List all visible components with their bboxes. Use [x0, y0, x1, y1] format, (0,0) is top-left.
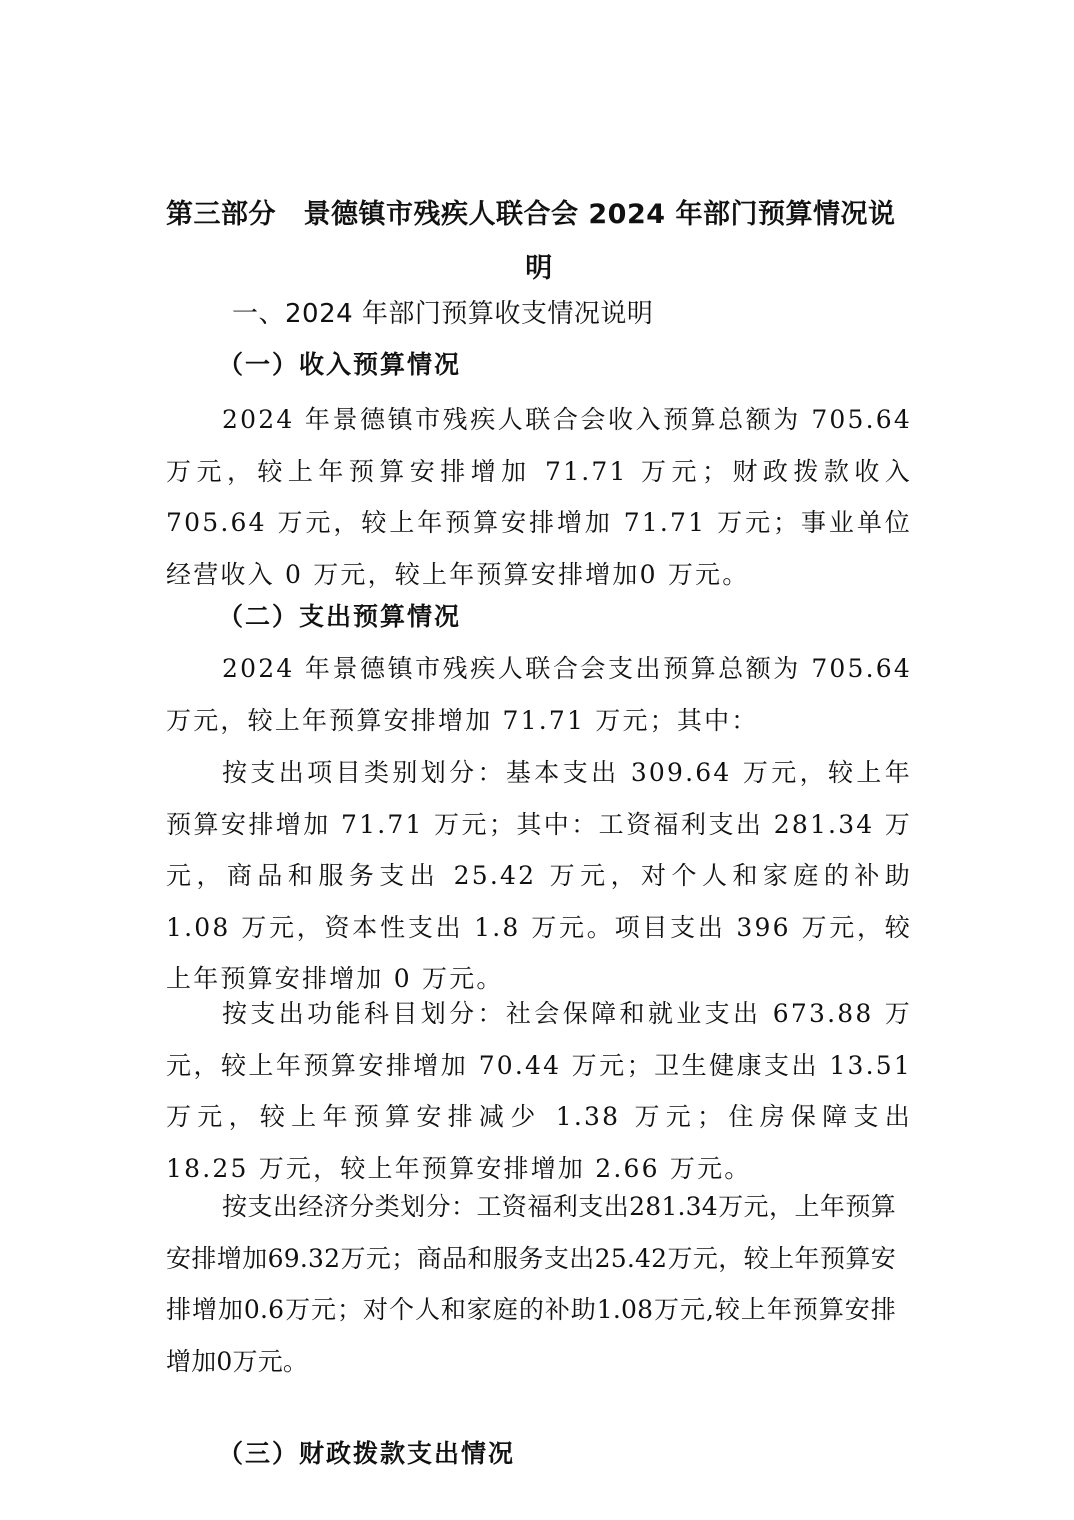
section-1-heading: 一、2024 年部门预算收支情况说明	[232, 299, 654, 329]
fiscal-appropriation-heading: （三）财政拨款支出情况	[218, 1439, 516, 1468]
income-budget-heading: （一）收入预算情况	[218, 350, 462, 379]
expenditure-by-function-paragraph: 按支出功能科目划分：社会保障和就业支出 673.88 万元，较上年预算安排增加 70.44 万元；卫生健康支出 13.51 万元，较上年预算安排减少 1.38 万元；住房保障支出 18.25 万元，较上年预算安排增加 2.66 万元。	[166, 999, 912, 1183]
expenditure-by-category-paragraph: 按支出项目类别划分：基本支出 309.64 万元，较上年预算安排增加 71.71 万元；其中：工资福利支出 281.34 万元，商品和服务支出 25.42 万元，对个人和家庭的补助 1.08 万元，资本性支出 1.8 万元。项目支出 396 万元，较上年预算安排增加 0 万元。	[166, 758, 912, 993]
expenditure-by-economic-class-paragraph: 按支出经济分类划分：工资福利支出281.34万元，上年预算安排增加69.32万元；商品和服务支出25.42万元，较上年预算安排增加0.6万元；对个人和家庭的补助1.08万元,较上年预算安排增加0万元。	[166, 1192, 896, 1376]
income-budget-paragraph: 2024 年景德镇市残疾人联合会收入预算总额为 705.64 万元，较上年预算安排增加 71.71 万元；财政拨款收入 705.64 万元，较上年预算安排增加 71.71 万元；事业单位经营收入 0 万元，较上年预算安排增加0 万元。	[166, 405, 912, 589]
document-title-line-1: 第三部分 景德镇市残疾人联合会 2024 年部门预算情况说	[166, 199, 896, 230]
expenditure-budget-heading: （二）支出预算情况	[218, 602, 462, 631]
document-title-line-2: 明	[525, 253, 553, 284]
expenditure-budget-paragraph-1: 2024 年景德镇市残疾人联合会支出预算总额为 705.64 万元，较上年预算安排增加 71.71 万元；其中：	[166, 654, 912, 735]
document-title	[166, 188, 912, 296]
